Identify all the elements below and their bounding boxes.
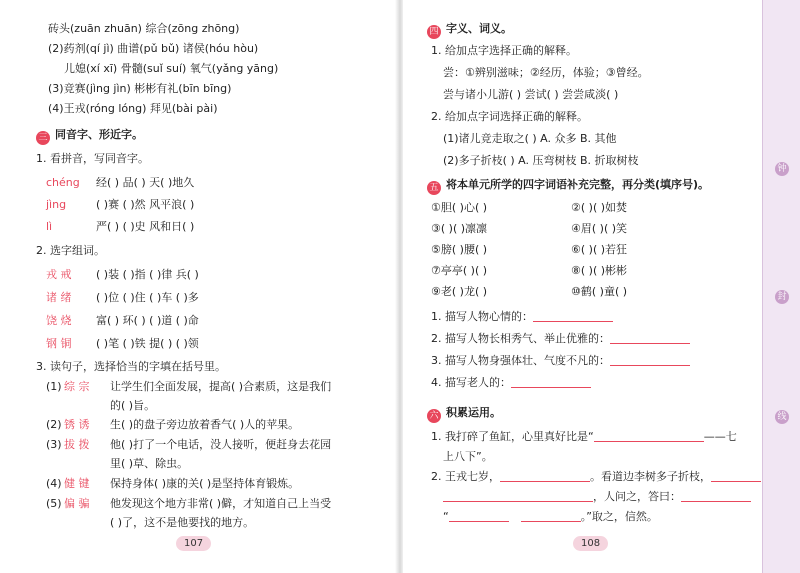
answer-blank[interactable]: [610, 332, 690, 344]
idiom-item: ⑦亭亭( )( ): [431, 264, 488, 277]
sentence-text: 他( )打了一个电话，没人接听，便赶身去花园: [110, 438, 332, 451]
describe-label: 3. 描写人物身强体壮、气度不凡的：: [431, 354, 610, 367]
definition-fill: 尝与诸小儿游( ) 尝试( ) 尝尝咸淡( ): [443, 88, 619, 101]
word-row: [46, 291, 199, 305]
section-badge: 五: [427, 181, 441, 195]
answer-blank[interactable]: [521, 510, 581, 522]
section-6-header: [427, 406, 501, 423]
question-2: 2. 选字组词。: [36, 244, 105, 257]
s6-q1-text: 1. 我打碎了鱼缸，心里真好比是“: [431, 430, 594, 443]
choice-chars: 钢 铜: [46, 337, 72, 350]
sentence-row: [46, 438, 331, 452]
idiom-item: ⑤膀( )腰( ): [431, 243, 488, 256]
answer-blank[interactable]: [594, 430, 704, 442]
choice-chars: 拔 拨: [64, 438, 90, 451]
question-1: 1. 看拼音，写同音字。: [36, 152, 149, 165]
choice-line: (2)多子折枝( ) A. 压弯树枝 B. 折取树枝: [443, 154, 639, 167]
idiom-item: ⑩鹤( )童( ): [571, 285, 628, 298]
answer-blank[interactable]: [610, 354, 690, 366]
pinyin-line-4: (3)竞赛(jìng jìn) 彬彬有礼(bīn bīng): [48, 82, 232, 95]
row-text: ( )装 ( )指 ( )律 兵( ): [96, 268, 199, 281]
describe-row: [431, 376, 591, 390]
pinyin-line-2: (2)药剂(qí jì) 曲谱(pǔ bǔ) 诸侯(hóu hòu): [48, 42, 259, 55]
row-text: 富( ) 环( ) ( )道 ( )命: [96, 314, 199, 327]
word-row: [46, 337, 199, 351]
section-badge: 四: [427, 25, 441, 39]
pinyin: chéng: [46, 176, 80, 189]
binding-margin: [762, 0, 800, 573]
page-number: 107: [176, 536, 211, 551]
s6-q2-line2: [443, 490, 751, 504]
describe-label: 1. 描写人物心情的：: [431, 310, 533, 323]
section-title: 字义、词义。: [446, 22, 512, 35]
sentence-row: [46, 380, 331, 394]
pinyin-line-3: 儿媳(xí xī) 骨髓(suǐ suí) 氧气(yǎng yāng): [64, 62, 279, 75]
idiom-item: ⑧( )( )彬彬: [571, 264, 628, 277]
pinyin: jìng: [46, 198, 67, 211]
answer-blank[interactable]: [443, 490, 593, 502]
idiom-row: [431, 201, 627, 215]
section-5-header: [427, 178, 709, 195]
sentence-num: (1): [46, 380, 62, 393]
page-number: 108: [573, 536, 608, 551]
answer-blank[interactable]: [533, 310, 613, 322]
answer-blank[interactable]: [511, 376, 591, 388]
idiom-row: [431, 285, 627, 299]
row-text: 经( ) 品( ) 天( )地久: [96, 176, 195, 189]
choice-chars: 健 键: [64, 477, 90, 490]
s6-q2-text: ，人问之，答曰：: [593, 490, 681, 503]
s6-q2-open-quote: “: [443, 510, 449, 523]
sentence-row: [46, 418, 299, 432]
right-page: [403, 0, 800, 573]
row-text: ( )笔 ( )铁 提( ) ( )领: [96, 337, 199, 350]
describe-row: [431, 354, 690, 368]
section-title: 积累运用。: [446, 406, 501, 419]
margin-label: 钟: [775, 162, 789, 176]
choice-chars: 偏 骗: [64, 497, 90, 510]
pinyin: lì: [46, 220, 53, 233]
question-3: 3. 读句子，选择恰当的字填在括号里。: [36, 360, 226, 373]
sentence-row: [46, 477, 299, 491]
sentence-num: (3): [46, 438, 62, 451]
answer-blank[interactable]: [449, 510, 509, 522]
sentence-text: 生( )的盘子旁边放着香气( )人的苹果。: [110, 418, 300, 431]
choice-line: (1)诸儿竞走取之( ) A. 众多 B. 其他: [443, 132, 617, 145]
sentence-row: ( )了，这不是他要找的地方。: [110, 516, 255, 529]
describe-label: 4. 描写老人的：: [431, 376, 511, 389]
idiom-row: [431, 222, 627, 236]
choice-chars: 锈 诱: [64, 418, 90, 431]
sentence-text: 让学生们全面发展，提高( )合素质，这是我们: [110, 380, 332, 393]
s6-q1-line: [431, 430, 737, 444]
answer-blank[interactable]: [681, 490, 751, 502]
s6-q1-cont: 上八下”。: [443, 450, 493, 463]
section-badge: 三: [36, 131, 50, 145]
pinyin-row: [46, 220, 194, 234]
idiom-row: [431, 243, 627, 257]
row-text: 严( ) ( )史 风和日( ): [96, 220, 195, 233]
definition-line: 尝：①辨别滋味；②经历，体验；③曾经。: [443, 66, 649, 79]
section-title: 将本单元所学的四字词语补充完整，再分类(填序号)。: [446, 178, 710, 191]
idiom-row: [431, 264, 627, 278]
margin-label: 线: [775, 410, 789, 424]
choice-chars: 饶 烧: [46, 314, 72, 327]
sentence-text: 保持身体( )康的关( )是坚持体育锻炼。: [110, 477, 300, 490]
pinyin-row: [46, 176, 194, 190]
section-title: 同音字、形近字。: [55, 128, 143, 141]
row-text: ( )位 ( )住 ( )车 ( )多: [96, 291, 199, 304]
choice-chars: 综 宗: [64, 380, 90, 393]
left-page: [0, 0, 397, 573]
sentence-num: (2): [46, 418, 62, 431]
idiom-item: ④眉( )( )笑: [571, 222, 628, 235]
s6-q2-line3: [443, 510, 658, 524]
idiom-item: ⑥( )( )若狂: [571, 243, 628, 256]
section-4-header: [427, 22, 512, 39]
s6-q2-text: 2. 王戎七岁，: [431, 470, 500, 483]
describe-row: [431, 310, 613, 324]
section-badge: 六: [427, 409, 441, 423]
idiom-item: ①胆( )心( ): [431, 201, 488, 214]
r-question-1: 1. 给加点字选择正确的解释。: [431, 44, 577, 57]
section-3-header: [36, 128, 143, 145]
idiom-item: ②( )( )如焚: [571, 201, 628, 214]
s6-q2-text: 。看道边李树多子折枝，: [590, 470, 711, 483]
r-question-2: 2. 给加点字词选择正确的解释。: [431, 110, 588, 123]
sentence-num: (4): [46, 477, 62, 490]
idiom-item: ⑨老( )龙( ): [431, 285, 488, 298]
s6-q2-line: [431, 470, 761, 484]
describe-label: 2. 描写人物长相秀气、举止优雅的：: [431, 332, 610, 345]
sentence-text: 他发现这个地方非常( )僻，才知道自己上当受: [110, 497, 332, 510]
row-text: ( )赛 ( )然 风平浪( ): [96, 198, 195, 211]
idiom-item: ③( )( )凛凛: [431, 222, 488, 235]
choice-chars: 戎 戒: [46, 268, 72, 281]
pinyin-line-1: 砖头(zuān zhuān) 综合(zōng zhōng): [48, 22, 240, 35]
choice-chars: 诸 绪: [46, 291, 72, 304]
sentence-row: [46, 497, 331, 511]
answer-blank[interactable]: [500, 470, 590, 482]
sentence-row: 的( )旨。: [110, 399, 156, 412]
sentence-num: (5): [46, 497, 62, 510]
word-row: [46, 268, 199, 282]
s6-q2-tail: 。”取之，信然。: [580, 510, 658, 523]
word-row: [46, 314, 199, 328]
pinyin-line-5: (4)王戎(róng lóng) 拜见(bài pài): [48, 102, 218, 115]
describe-row: [431, 332, 690, 346]
s6-q1-tail: ——七: [703, 430, 737, 443]
pinyin-row: [46, 198, 194, 212]
answer-blank[interactable]: [711, 470, 761, 482]
margin-label: 封: [775, 290, 789, 304]
sentence-row: 里( )草、除虫。: [110, 457, 189, 470]
